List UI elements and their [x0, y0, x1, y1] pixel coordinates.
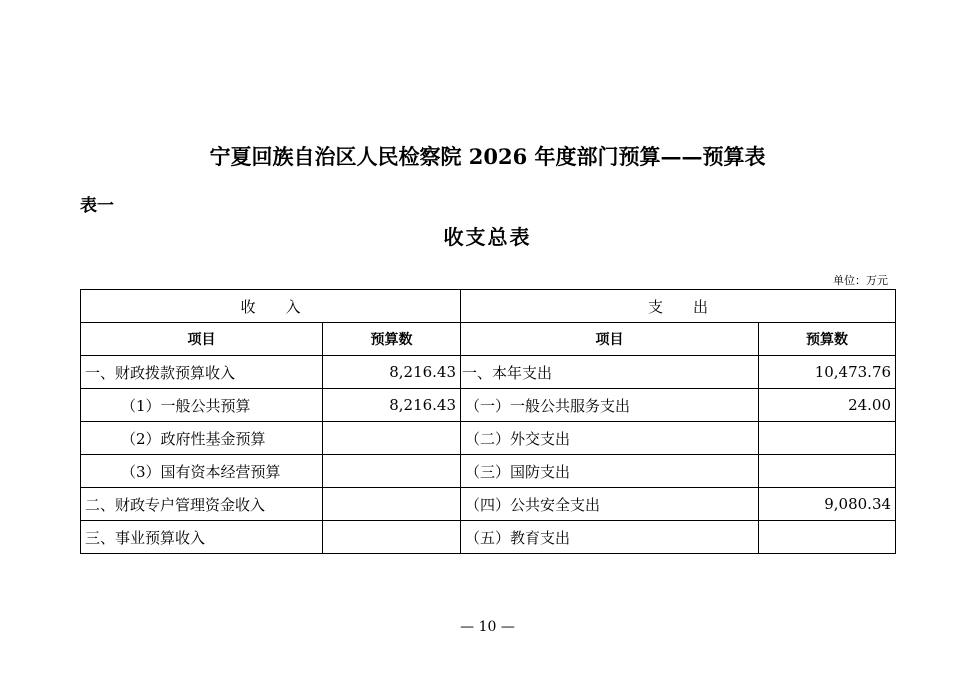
expense-amount-cell [759, 521, 896, 554]
income-amount-cell: 8,216.43 [323, 356, 461, 389]
expense-amount-cell: 9,080.34 [759, 488, 896, 521]
expense-item-cell: （三）国防支出 [461, 455, 759, 488]
income-item-cell: 二、财政专户管理资金收入 [81, 488, 323, 521]
expense-amount-cell: 24.00 [759, 389, 896, 422]
table-label: 表一 [80, 196, 114, 216]
expense-item-cell: （一）一般公共服务支出 [461, 389, 759, 422]
table-title: 收支总表 [443, 225, 532, 249]
income-item-header: 项目 [81, 323, 323, 356]
budget-summary-table [80, 289, 896, 554]
income-item-cell: （1）一般公共预算 [81, 389, 323, 422]
expense-amount-cell [759, 422, 896, 455]
expense-item-cell: 一、本年支出 [461, 356, 759, 389]
income-amount-cell [323, 422, 461, 455]
expense-item-header: 项目 [461, 323, 759, 356]
expense-item-cell: （四）公共安全支出 [461, 488, 759, 521]
page-number: — 10 — [460, 619, 515, 635]
expense-amount-cell: 10,473.76 [759, 356, 896, 389]
expense-amount-header: 预算数 [759, 323, 896, 356]
income-amount-cell [323, 521, 461, 554]
income-amount-cell [323, 455, 461, 488]
income-group-header: 收 入 [81, 290, 461, 323]
unit-label: 单位：万元 [833, 274, 888, 287]
column-header-row [81, 323, 896, 356]
expense-item-cell: （二）外交支出 [461, 422, 759, 455]
income-amount-cell: 8,216.43 [323, 389, 461, 422]
table-row [81, 455, 896, 488]
expense-amount-cell [759, 455, 896, 488]
income-item-cell: 三、事业预算收入 [81, 521, 323, 554]
table-row [81, 356, 896, 389]
income-item-cell: （3）国有资本经营预算 [81, 455, 323, 488]
expense-item-cell: （五）教育支出 [461, 521, 759, 554]
document-title: 宁夏回族自治区人民检察院 2026 年度部门预算——预算表 [209, 144, 766, 169]
income-item-cell: （2）政府性基金预算 [81, 422, 323, 455]
table-row [81, 488, 896, 521]
expense-group-header: 支 出 [461, 290, 896, 323]
table-row [81, 389, 896, 422]
income-item-cell: 一、财政拨款预算收入 [81, 356, 323, 389]
table-row [81, 422, 896, 455]
group-header-row [81, 290, 896, 323]
table-row [81, 521, 896, 554]
income-amount-header: 预算数 [323, 323, 461, 356]
income-amount-cell [323, 488, 461, 521]
